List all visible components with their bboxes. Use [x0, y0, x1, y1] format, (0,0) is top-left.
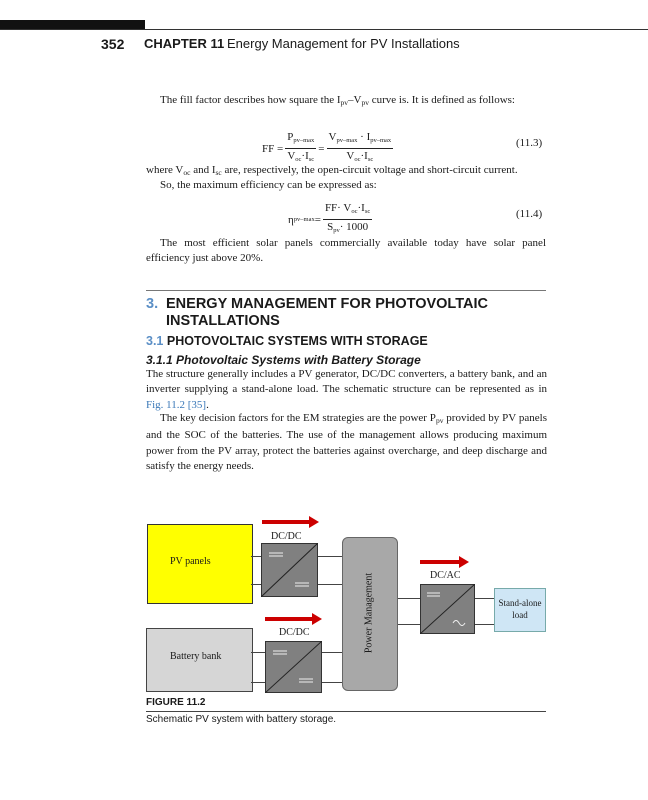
power-flow-arrow: [262, 516, 320, 528]
eq-symbol: · 1000: [339, 221, 369, 233]
paragraph-max-efficiency: So, the maximum efficiency can be expressed as:: [160, 179, 377, 191]
subscript: oc: [351, 208, 358, 215]
subscript: oc: [295, 156, 302, 163]
load-label-line: Stand-alone: [498, 598, 542, 608]
wire: [251, 584, 261, 585]
subsubsection-number: 3.1.1: [146, 353, 173, 367]
dcdc-top-label: DC/DC: [271, 531, 302, 542]
page-number: 352: [101, 36, 125, 52]
power-management-label: Power Management: [363, 572, 375, 654]
wire: [474, 624, 494, 625]
text: The key decision factors for the EM strategies are the power P: [160, 412, 436, 424]
eq-symbol: ·I: [301, 150, 309, 162]
section-number: 3.: [146, 296, 159, 312]
figure-caption-text: Schematic PV system with battery storage.: [146, 714, 337, 725]
subscript: pv: [333, 227, 340, 234]
dcdc-converter-bottom: [265, 641, 322, 693]
eq-symbol: P: [287, 131, 294, 143]
subscript: oc: [354, 156, 361, 163]
wire: [251, 556, 261, 557]
subscript: sc: [364, 208, 371, 215]
subscript: pv–max: [293, 216, 315, 223]
pv-panels-label: PV panels: [170, 556, 211, 567]
subscript: sc: [215, 168, 222, 177]
subscript: pv–max: [370, 137, 392, 144]
eq-symbol: V: [287, 150, 296, 162]
text: provided by PV panels and the SOC of the batteries. The use of the management allows producing maximum power from the PV array, protect the batteries against overcharge, and deep discharge and satisfy the energy needs.: [146, 412, 547, 473]
section-heading: [146, 296, 526, 330]
text: curve is. It is defined as follows:: [368, 94, 515, 106]
text: are, respectively, the open-circuit voltage and short-circuit current.: [221, 164, 518, 176]
header-rule: [0, 29, 648, 30]
subscript: pv–max: [293, 137, 315, 144]
eq-symbol: S: [327, 221, 334, 233]
wire: [396, 624, 420, 625]
eq-symbol: V: [346, 150, 355, 162]
subsection-heading: [146, 334, 428, 348]
text: and I: [190, 164, 216, 176]
text: The fill factor describes how square the I: [160, 94, 341, 106]
fraction: [285, 130, 316, 167]
eq-equals: =: [318, 142, 325, 155]
fraction: [327, 130, 394, 167]
stand-alone-load-label: [494, 597, 546, 621]
text: .: [206, 398, 209, 411]
section-rule: [146, 290, 546, 291]
eq-symbol: V: [328, 131, 337, 143]
eq-symbol: η: [288, 213, 294, 226]
dcdc-bottom-label: DC/DC: [279, 627, 310, 638]
wire: [321, 652, 342, 653]
wire: [317, 584, 342, 585]
equation-11-3: [262, 130, 395, 167]
chapter-title: Energy Management for PV Installations: [227, 36, 460, 51]
figure-link[interactable]: Fig. 11.2 [35]: [146, 398, 207, 411]
text: The structure generally includes a PV generator, DC/DC converters, a battery bank, and an inverter supplying a stand-alone load. The schematic structure can be represented as in: [146, 368, 547, 396]
text: –V: [348, 94, 362, 106]
eq-symbol: · I: [357, 131, 371, 143]
paragraph-fill-factor: [146, 93, 546, 110]
subsubsection-heading: [146, 353, 421, 367]
load-label-line: load: [512, 610, 528, 620]
wire: [251, 682, 265, 683]
section-title: ENERGY MANAGEMENT FOR PHOTOVOLTAIC INSTALLATIONS: [166, 296, 488, 329]
wire: [317, 556, 342, 557]
wire: [251, 652, 265, 653]
paragraph-solar-efficiency: The most efficient solar panels commercially available today have solar panel efficiency just above 20%.: [146, 237, 546, 265]
subscript: pv: [340, 98, 349, 107]
equation-label-11-3: (11.3): [516, 137, 543, 149]
subscript: oc: [183, 168, 191, 177]
eq-symbol: ·I: [357, 202, 365, 214]
equation-11-4: [288, 201, 374, 238]
fraction: [323, 201, 372, 238]
subscript: pv: [361, 98, 369, 107]
dcdc-converter-top: [261, 543, 318, 597]
eq-symbol: ·I: [360, 150, 368, 162]
dcac-label: DC/AC: [430, 570, 461, 581]
subscript: pv–max: [336, 137, 358, 144]
figure-caption-label: FIGURE 11.2: [146, 697, 206, 708]
subscript: pv: [435, 416, 444, 425]
wire: [396, 598, 420, 599]
power-flow-arrow: [420, 556, 470, 568]
subscript: sc: [367, 156, 374, 163]
eq-equals: =: [314, 213, 321, 226]
subsubsection-title: Photovoltaic Systems with Battery Storage: [176, 353, 421, 367]
subscript: sc: [308, 156, 315, 163]
battery-bank-label: Battery bank: [170, 651, 222, 662]
chapter-label: CHAPTER 11: [144, 36, 225, 51]
dcac-inverter: [420, 584, 475, 634]
equation-label-11-4: (11.4): [516, 208, 543, 220]
paragraph-key-factors: [146, 411, 547, 475]
paragraph-structure: [146, 367, 547, 413]
wire: [474, 598, 494, 599]
eq-lhs: FF =: [262, 142, 284, 155]
subsection-title: PHOTOVOLTAIC SYSTEMS WITH STORAGE: [166, 334, 428, 348]
text: where V: [146, 164, 184, 176]
wire: [321, 682, 342, 683]
figure-caption-rule: [146, 711, 546, 712]
subsection-number: 3.1: [146, 334, 164, 348]
power-flow-arrow: [265, 613, 323, 625]
eq-symbol: FF· V: [324, 202, 352, 214]
